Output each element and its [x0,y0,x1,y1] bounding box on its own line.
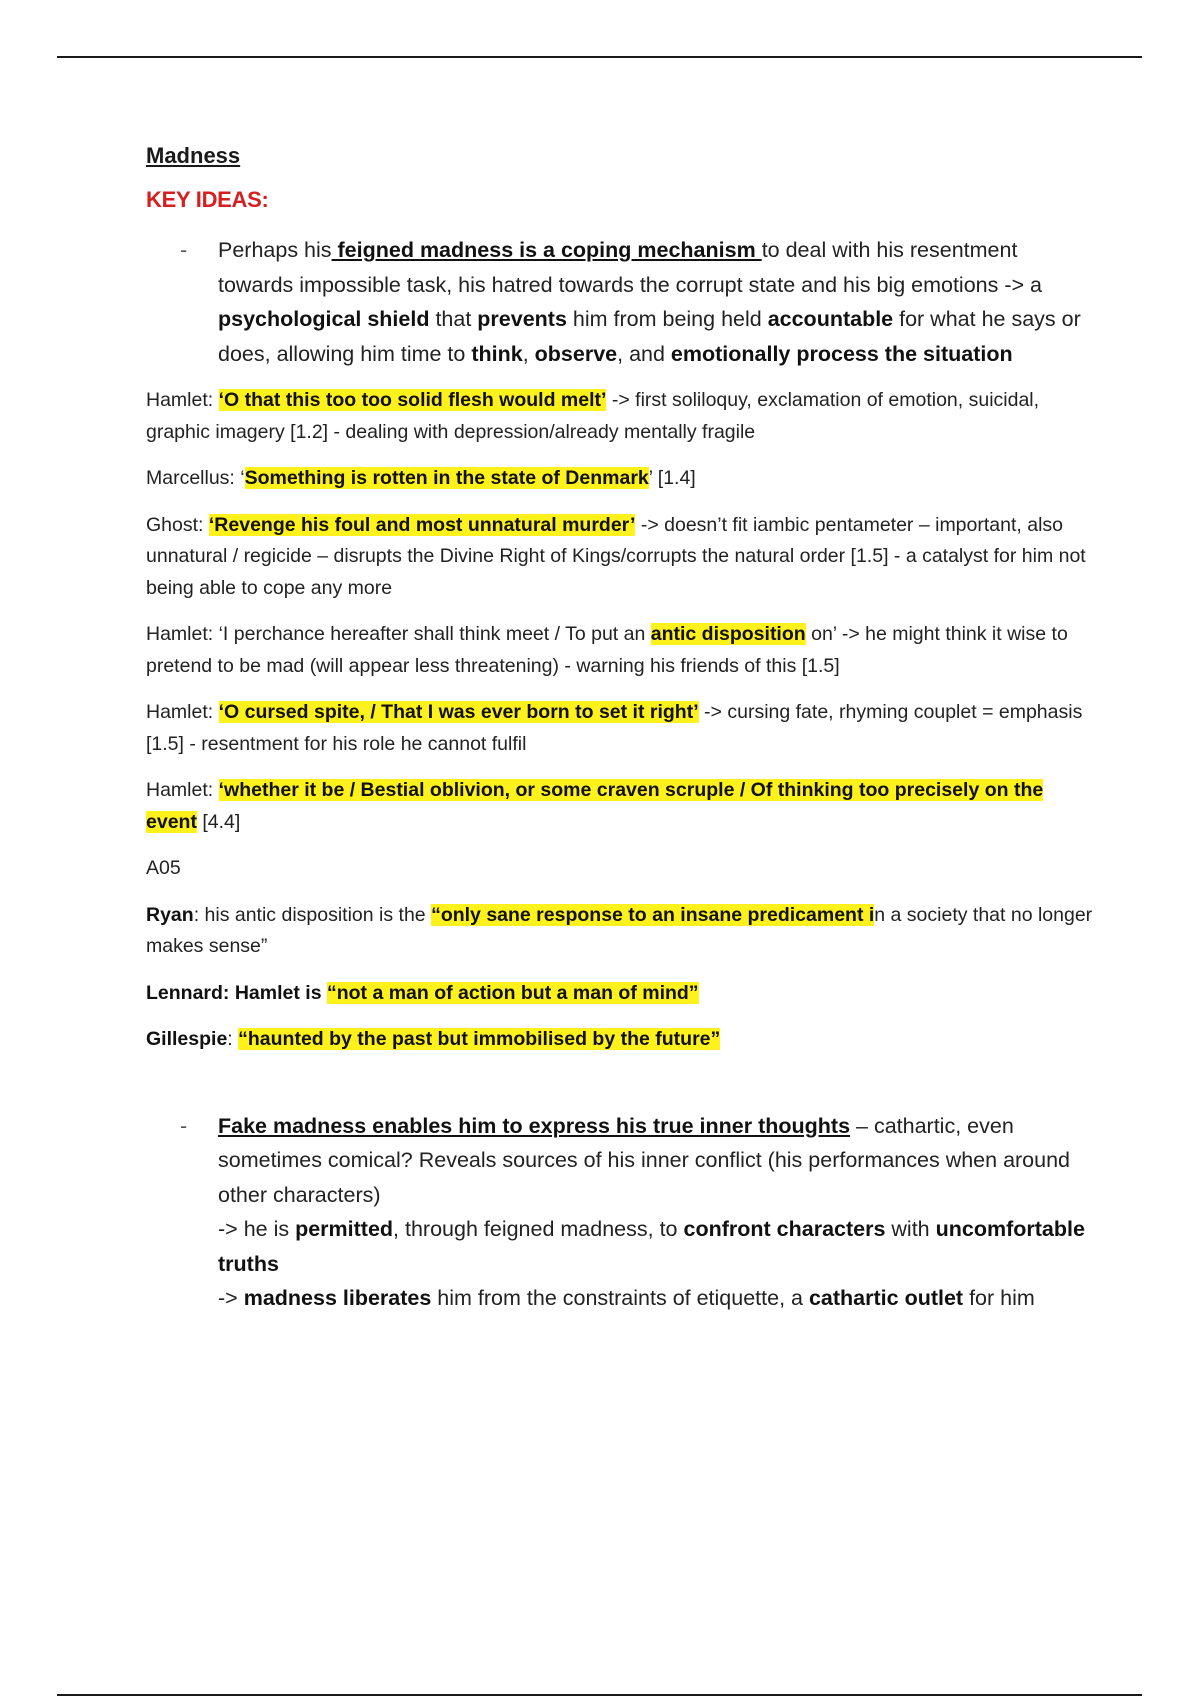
text-span: for him [963,1286,1035,1310]
text-span: , [522,341,535,366]
text-span: -> [218,1286,244,1310]
ao5-label: A05 [146,857,181,879]
quote-paragraph [146,463,1096,495]
analysis: on’ -> he might think it wise to pretend to be mad (will appear less threatening) - warning his friends of this [1.5] [146,623,1068,677]
text-span: -> he is [218,1217,296,1241]
bold-text: cathartic outlet [808,1286,964,1310]
analysis: -> doesn’t fit iambic pentameter – important, also unnatural / regicide – disrupts the Divine Right of Kings/corrupts the natural order [1.5] - a catalyst for him not being able to cope any more [146,513,1086,599]
text-span: n a society that no longer makes sense” [146,903,1093,957]
quote-paragraph [146,619,1096,682]
top-rule [57,56,1142,58]
highlighted-quote: Something is rotten in the state of Denmark [244,467,649,489]
key-ideas-label: KEY IDEAS: [146,187,269,212]
text-span: him from being held [566,307,768,331]
highlighted-quote: “not a man of action but a man of mind” [326,981,699,1004]
bold-text: think [471,341,523,366]
speaker: Hamlet: [146,389,219,411]
highlighted-quote: ‘Revenge his foul and most unnatural murder’ [208,513,636,536]
highlighted-quote: ‘O that this too too solid flesh would melt’ [218,389,607,411]
text-span: : his antic disposition is the [193,903,432,926]
quote-paragraph [146,697,1096,760]
text-span: : [227,1028,239,1050]
underlined-bold-text: Fake madness enables him to express his true inner thoughts [218,1113,851,1138]
text-span: for what he says or does, allowing him time to [218,307,1081,366]
underlined-bold-text: feigned madness is a coping mechanism [331,238,762,262]
text-span: that [429,307,478,331]
critic-quote [146,1024,1096,1056]
analysis: ’ [1.4] [648,467,696,489]
bottom-rule [57,1694,1142,1696]
bold-text: permitted [295,1217,394,1241]
bold-text: accountable [767,307,894,331]
document-page [146,143,1096,1316]
critic-name: Gillespie [146,1028,228,1050]
text-span: – cathartic, even sometimes comical? Reveals sources of his inner conflict (his performances when around other characters) [218,1113,1071,1207]
section-heading: Madness [146,143,241,168]
text-span: with [885,1217,936,1241]
bold-text: confront characters [683,1217,886,1241]
bullet-dash: - [180,238,188,262]
analysis: -> cursing fate, rhyming couplet = emphasis [1.5] - resentment for his role he cannot fulfil [146,701,1083,755]
text-span: to deal with his resentment towards impossible task, his hatred towards the corrupt state and his big emotions -> a [218,238,1042,297]
speaker: Hamlet: [146,779,219,801]
text-span: , through feigned madness, to [393,1217,684,1241]
bold-text: prevents [477,307,567,331]
bold-text: observe [534,341,618,366]
critic-quote [146,900,1096,963]
bullet-item [146,1109,1096,1316]
bold-text: madness liberates [243,1286,432,1310]
quote-paragraph [146,510,1096,605]
text-span: him from the constraints of etiquette, a [431,1286,809,1310]
text-span: Perhaps his [218,238,332,262]
speaker: Marcellus: ‘ [146,467,245,489]
speaker: Hamlet: ‘I perchance hereafter shall think meet / To put an [146,623,651,645]
spacer [146,1071,1096,1109]
analysis: -> first soliloquy, exclamation of emotion, suicidal, graphic imagery [1.2] - dealing with depression/already mentally fragile [146,389,1040,443]
analysis: [4.4] [196,810,241,833]
highlighted-quote: “haunted by the past but immobilised by the future” [238,1028,721,1050]
bullet-dash: - [180,1113,188,1138]
text-span: , and [617,341,671,366]
critic-name: Ryan [146,903,194,926]
critic-quote [146,978,1096,1010]
critic-name: Lennard: Hamlet is [146,981,327,1004]
speaker: Ghost: [146,513,209,536]
bold-text: uncomfortable truths [218,1217,1085,1276]
speaker: Hamlet: [146,701,219,723]
highlighted-quote: ‘whether it be / Bestial oblivion, or some craven scruple / Of thinking too precisely on the event [146,779,1044,833]
bold-text: emotionally process the situation [670,341,1013,366]
highlighted-quote: ‘O cursed spite, / That I was ever born to set it right’ [218,701,699,723]
bold-text: psychological shield [218,307,430,331]
highlighted-quote: antic disposition [650,623,806,645]
highlighted-quote: “only sane response to an insane predicament i [431,903,875,926]
quote-paragraph [146,775,1096,838]
quote-paragraph [146,385,1096,448]
bullet-item [146,233,1096,371]
